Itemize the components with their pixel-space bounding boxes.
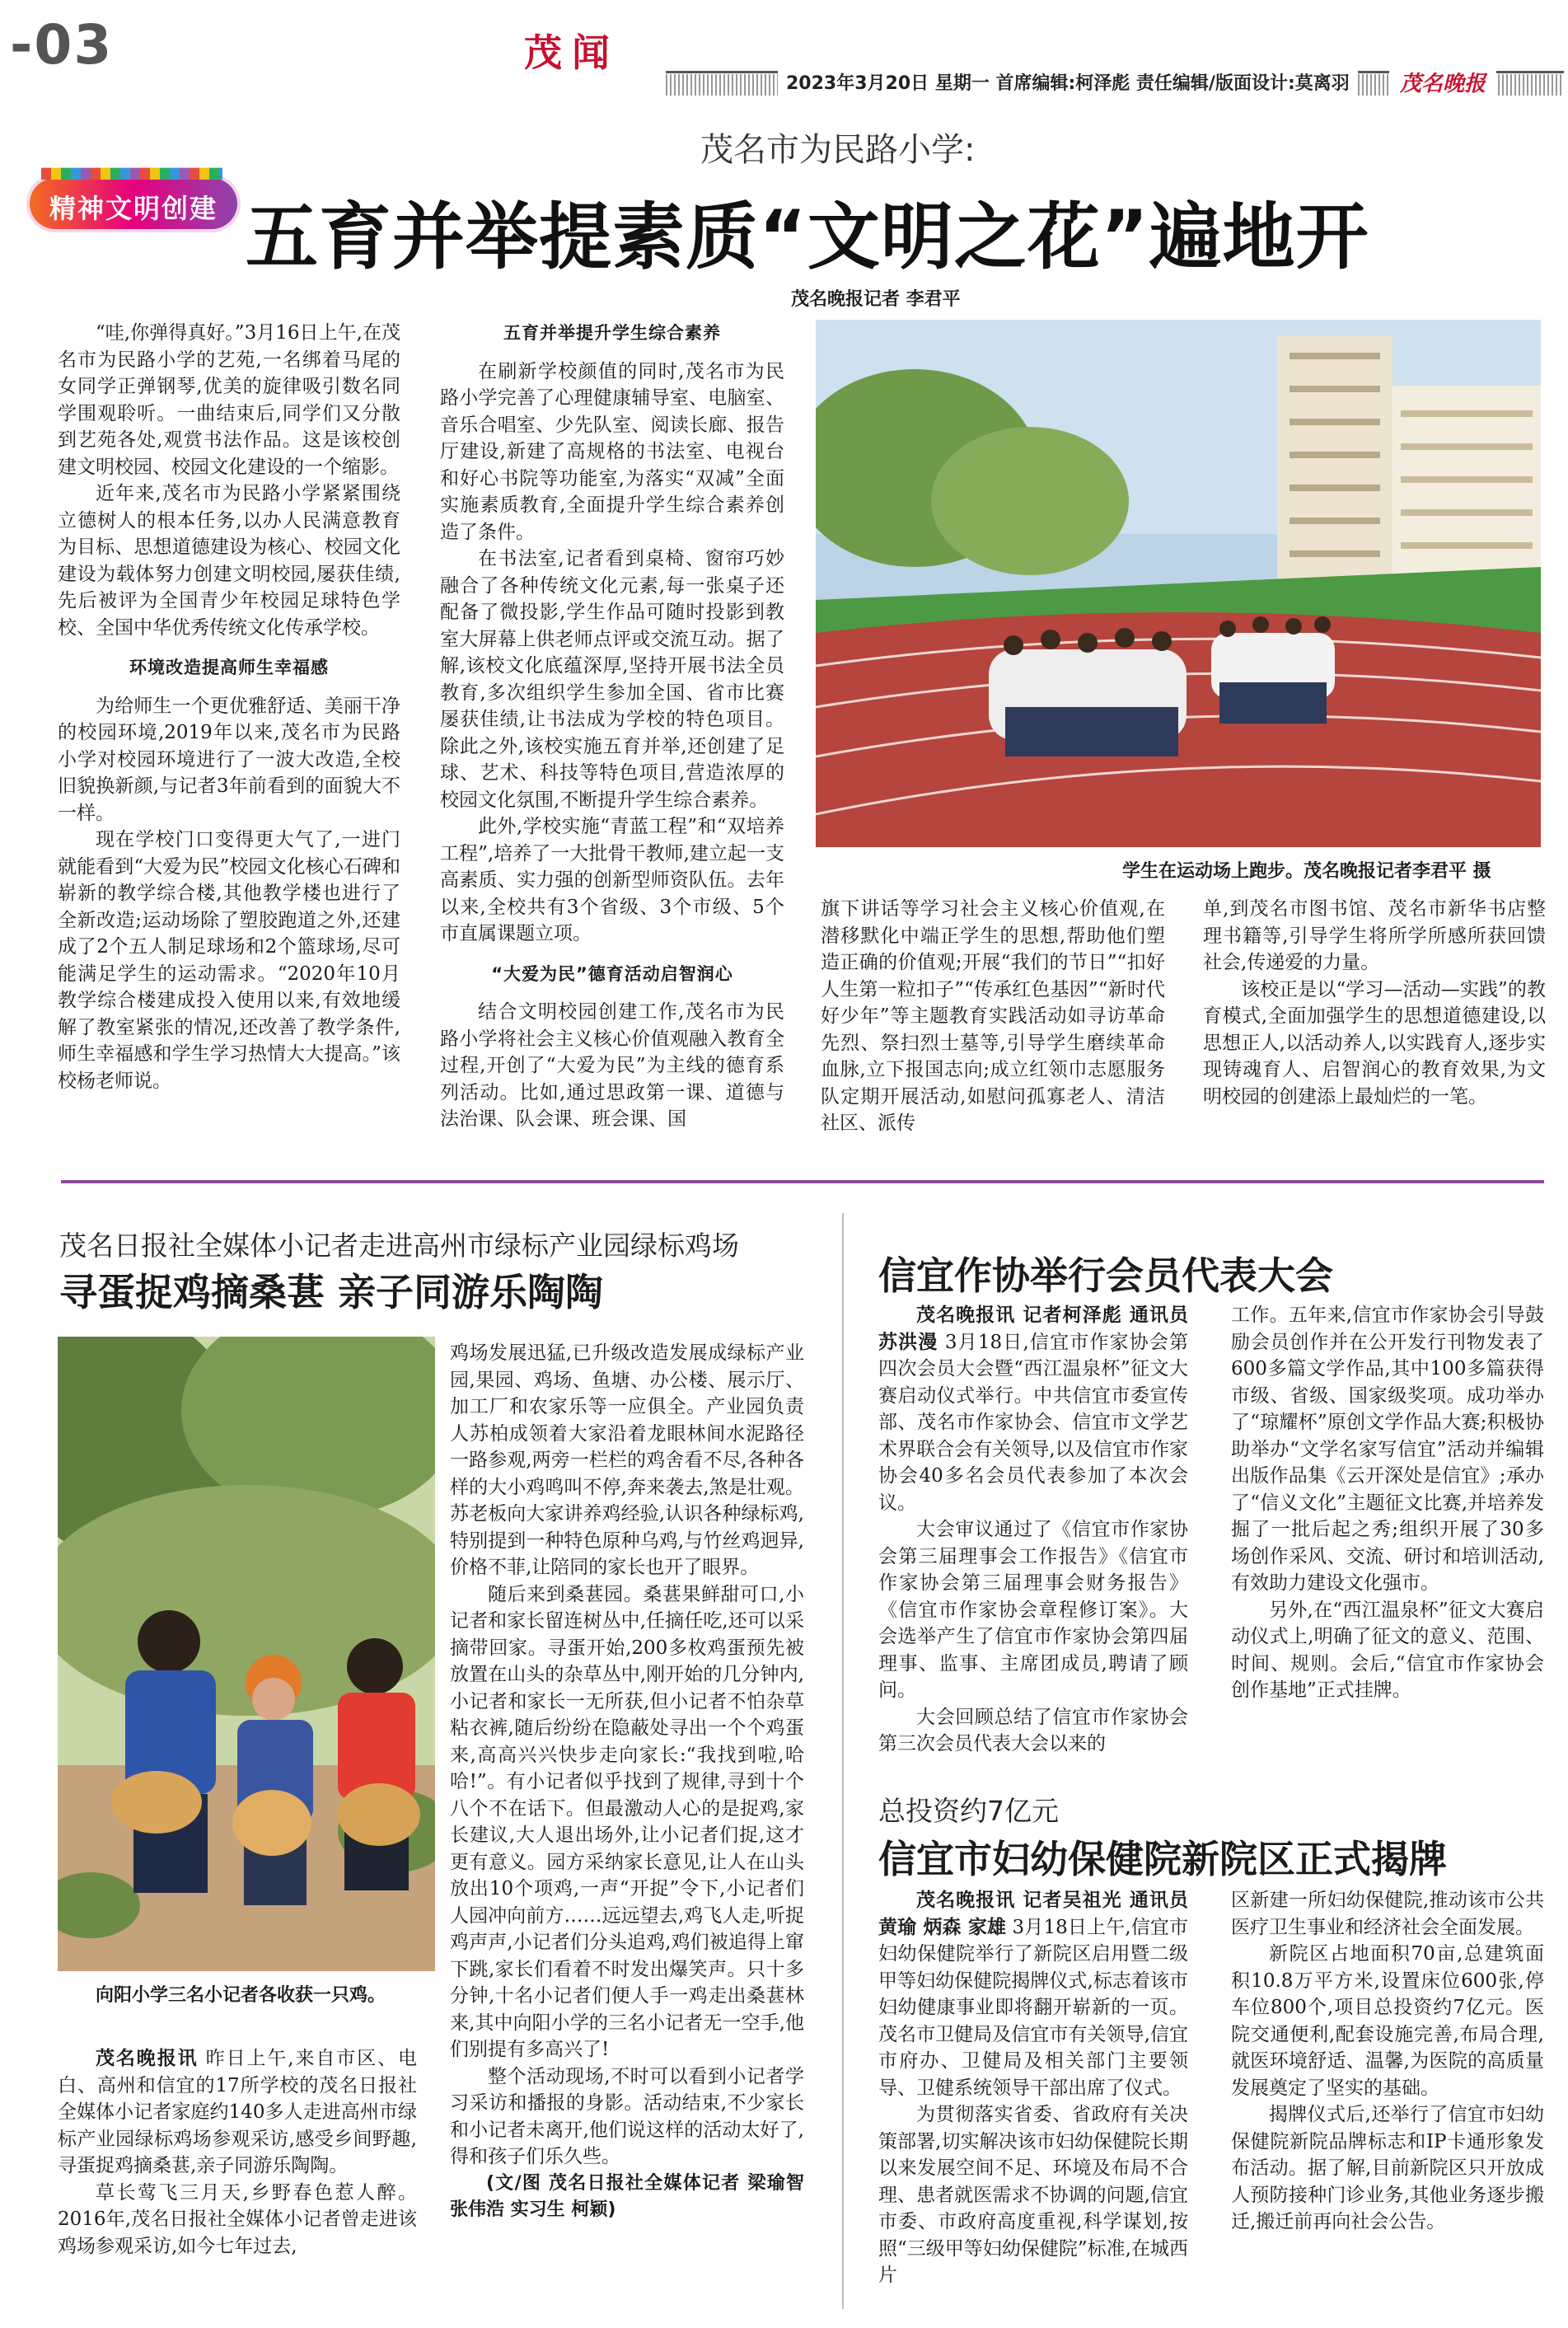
page-number-dash: - (10, 13, 35, 77)
paragraph: 区新建一所妇幼保健院,推动该市公共医疗卫生事业和经济社会全面发展。 (1231, 1890, 1544, 1938)
paragraph: 此外,学校实施“青蓝工程”和“双培养工程”,培养了一大批骨干教师,建立起一支高素质、实力强的创新型师资队伍。去年以来,全校共有3个省级、3个市级、5个市直属课题立项。 (440, 816, 784, 944)
a4-title: 信宜市妇幼保健院新院区正式揭牌 (878, 1837, 1447, 1881)
paragraph: 该校正是以“学习—活动—实践”的教育模式,全面加强学生的思想道德建设,以思想正人,以活动养人,以实践育人,逐步实现铸魂育人、启智润心的教育效果,为文明校园的创建添上最灿烂的一笔。 (1203, 978, 1546, 1108)
paragraph: 在书法室,记者看到桌椅、窗帘巧妙融合了各种传统文化元素,每一张桌子还配备了微投影,学生作品可随时投影到教室大屏幕上供老师点评或交流互动。据了解,该校文化底蕴深厚,坚持开展书法全员教育,多次组织学生参加全国、省市比赛屡获佳绩,让书法成为学校的特色项目。除此之外,该校实施五育并举,还创建了足球、艺术、科技等特色项目,营造浓厚的校园文化氛围,不断提升学生综合素养。 (440, 548, 784, 811)
paragraph: 随后来到桑葚园。桑葚果鲜甜可口,小记者和家长留连树丛中,任摘任吃,还可以采摘带回家。寻蛋开始,200多枚鸡蛋预先被放置在山头的杂草丛中,刚开始的几分钟内,小记者和家长一无所获,但小记者不怕杂草粘衣裤,随后纷纷在隐蔽处寻出一个个鸡蛋来,高高兴兴快步走向家长:“我找到啦,哈哈!”。有小记者似乎找到了规律,寻到十个八个不在话下。但最激动人心的是捉鸡,家长建议,大人退出场外,让小记者们捉,这才更有意义。园方采纳家长意见,让人在山头放出10个项鸡,一声“开捉”令下,小记者们人园冲向前方……远远望去,鸡飞人走,听捉鸡声声,小记者们分头追鸡,鸡们被追得上窜下跳,家长们看着不时发出爆笑声。只十多分钟,十名小记者们便人手一鸡走出桑葚林来,其中向阳小学的三名小记者无一空手,他们别提有多高兴了! (450, 1583, 804, 2060)
a3-lead (878, 1302, 1188, 1516)
a3-lead-text: 3月18日,信宜市作家协会第四次会员大会暨“西江温泉杯”征文大赛启动仪式举行。中共信宜市委宣传部、茂名市作家协会、信宜市文学艺术界联合会有关领导,以及信宜市作家协会40多名会员代表参加了本次会议。 (878, 1331, 1188, 1514)
a1-photo-running-track (816, 320, 1541, 847)
paragraph: 在刷新学校颜值的同时,茂名市为民路小学完善了心理健康辅导室、电脑室、音乐合唱室、少先队室、阅读长廊、报告厅建设,新建了高规格的书法室、电视台和好心书院等功能室,为落实“双减”全面实施素质教育,全面提升学生综合素养创造了条件。 (440, 360, 784, 543)
a2-col1 (58, 2045, 417, 2260)
a4-kicker: 总投资约7亿元 (878, 1795, 1059, 1827)
a1-kicker: 茂名市为民路小学: (700, 131, 976, 169)
column-divider (842, 1213, 844, 2309)
paragraph: 揭牌仪式后,还举行了信宜市妇幼保健院新院品牌标志和IP卡通形象发布活动。据了解,目前新院区只开放成人预防接种门诊业务,其他业务逐步搬迁,搬迁前再向社会公告。 (1231, 2104, 1544, 2232)
brand-logo: 茂名晚报 (1389, 71, 1496, 97)
paragraph: 鸡场发展迅猛,已升级改造发展成绿标产业园,果园、鸡场、鱼塘、办公楼、展示厅、加工厂和农家乐等一应俱全。产业园负责人苏柏成领着大家沿着龙眼林间水泥路径一路参观,两旁一栏栏的鸡舍看不尽,各种各样的大小鸡鸣叫不停,奔来袭去,煞是壮观。苏老板向大家讲养鸡经验,认识各种绿标鸡,特别提到一种特色原种乌鸡,与竹丝鸡迥异,价格不菲,让陪同的家长也开了眼界。 (450, 1342, 804, 1578)
a1-byline: 茂名晚报记者 李君平 (791, 289, 961, 310)
a1-title: 五育并举提素质“文明之花”遍地开 (246, 194, 1369, 279)
paragraph: 新院区占地面积70亩,总建筑面积10.8万平方米,设置床位600张,停车位800个,项目总投资约7亿元。医院交通便利,配套设施完善,布局合理,就医环境舒适、温馨,为医院的高质量发展奠定了坚实的基础。 (1231, 1943, 1544, 2099)
a1-col4 (1203, 896, 1546, 1110)
a2-lead-agency: 茂名晚报讯 (96, 2048, 199, 2069)
a4-lead-agency: 茂名晚报讯 记者吴祖光 通讯员黄瑜 炳森 家雄 (878, 1890, 1188, 1938)
badge-pencils (41, 160, 222, 180)
a2-lead-text: 昨日上午,来自市区、电白、高州和信宜的17所学校的茂名日报社全媒体小记者家庭约140多人走进高州市绿标产业园绿标鸡场参观采访,感受乡间野趣,寻蛋捉鸡摘桑葚,亲子同游乐陶陶。 (58, 2048, 418, 2176)
a4-lead (878, 1887, 1188, 2101)
paragraph: 整个活动现场,不时可以看到小记者学习采访和播报的身影。活动结束,不少家长和小记者未离开,他们说这样的活动太好了,得和孩子们乐久些。 (450, 2065, 804, 2167)
a1-subhead-3: “大爱为民”德育活动启智润心 (491, 963, 733, 984)
paragraph: 大会审议通过了《信宜市作家协会第三届理事会工作报告》《信宜市作家协会第三届理事会财务报告》《信宜市作家协会章程修订案》。大会选举产生了信宜市作家协会第四届理事、监事、主席团成员,聘请了顾问。 (878, 1519, 1188, 1701)
page-number (10, 13, 113, 77)
a2-credit: (文/图 茂名日报社全媒体记者 梁瑜智 张伟浩 实习生 柯颖) (450, 2172, 804, 2220)
section-label: 茂闻 (524, 30, 620, 75)
badge (30, 178, 237, 229)
badge-text: 精神文明创建 (49, 193, 218, 224)
a2-col2 (450, 1340, 804, 2224)
paragraph: 大会回顾总结了信宜市作家协会第三次会员代表大会以来的 (878, 1706, 1188, 1754)
a3-col1 (878, 1302, 1188, 1758)
a1-photo-caption: 学生在运动场上跑步。茂名晚报记者李君平 摄 (1122, 861, 1491, 882)
a2-photo-caption: 向阳小学三名小记者各收获一只鸡。 (96, 1985, 386, 2006)
a4-col1 (878, 1887, 1188, 2289)
a3-title: 信宜作协举行会员代表大会 (878, 1253, 1333, 1298)
paragraph: 现在学校门口变得更大气了,一进门就能看到“大爱为民”校园文化核心石碑和崭新的教学综合楼,其他教学楼也进行了全新改造;运动场除了塑胶跑道之外,还建成了2个五人制足球场和2个篮球场,尽可能满足学生的运动需求。“2020年10月教学综合楼建成投入使用以来,有效地缓解了教室紧张的情况,还改善了教学条件,师生幸福感和学生学习热情大大提高。”该校杨老师说。 (58, 829, 400, 1092)
paragraph: 另外,在“西江温泉杯”征文大赛启动仪式上,明确了征文的意义、范围、时间、规则。会后,“信宜市作家协会创作基地”正式挂牌。 (1231, 1599, 1544, 1701)
paragraph: 为贯彻落实省委、省政府有关决策部署,切实解决该市妇幼保健院长期以来发展空间不足、环境及布局不合理、患者就医需求不协调的问题,信宜市委、市政府高度重视,科学谋划,按照“三级甲等妇幼保健院”标准,在城西片 (878, 2104, 1188, 2286)
a1-col1 (58, 320, 400, 1094)
paragraph: 为给师生一个更优雅舒适、美丽干净的校园环境,2019年以来,茂名市为民路小学对校园环境进行了一波大改造,全校旧貌换新颜,与记者3年前看到的面貌大不一样。 (58, 695, 400, 824)
a2-photo-kids-chickens (58, 1337, 435, 1971)
a3-col2 (1231, 1302, 1544, 1704)
a4-col2 (1231, 1887, 1544, 2236)
paragraph: 单,到茂名市图书馆、茂名市新华书店整理书籍等,引导学生将所学所感所获回馈社会,传递爱的力量。 (1203, 898, 1546, 973)
a4-lead-text: 3月18日上午,信宜市妇幼保健院举行了新院区启用暨二级甲等妇幼保健院揭牌仪式,标志着该市妇幼健康事业即将翻开崭新的一页。茂名市卫健局及信宜市有关领导,信宜市府办、卫健局及相关部门主要领导、卫健系统领导干部出席了仪式。 (878, 1916, 1188, 2099)
page-number-text: 03 (34, 13, 114, 77)
running-track-image (816, 320, 1541, 847)
a1-col3: 旗下讲话等学习社会主义核心价值观,在潜移默化中端正学生的思想,帮助他们塑造正确的价值观;开展“我们的节日”“扣好人生第一粒扣子”“传承红色基因”“新时代好少年”等主题教育实践活动如寻访革命先烈、祭扫烈士墓等,引导学生磨续革命血脉,立下报国志向;成立红领巾志愿服务队定期开展活动,如慰问孤寡老人、清洁社区、派传 (821, 898, 1165, 1134)
a2-title: 寻蛋捉鸡摘桑葚 亲子同游乐陶陶 (59, 1270, 604, 1314)
a2-lead (58, 2045, 417, 2180)
a2-kicker: 茂名日报社全媒体小记者走进高州市绿标产业园绿标鸡场 (59, 1230, 739, 1262)
a3-lead-agency: 茂名晚报讯 记者柯泽彪 通讯员苏洪漫 (878, 1305, 1188, 1353)
a1-col2 (440, 320, 784, 1133)
paragraph: 草长莺飞三月天,乡野春色惹人醉。2016年,茂名日报社全媒体小记者曾走进该鸡场参观采访,如今七年过去, (58, 2181, 417, 2257)
paragraph: “哇,你弹得真好。”3月16日上午,在茂名市为民路小学的艺苑,一名绑着马尾的女同学正弹钢琴,优美的旋律吸引数名同学围观聆听。一曲结束后,同学们又分散到艺苑各处,观赏书法作品。这是该校创建文明校园、校园文化建设的一个缩影。 (58, 322, 400, 478)
a1-subhead-1: 环境改造提高师生幸福感 (129, 658, 329, 677)
section-divider (61, 1180, 1544, 1183)
kids-chickens-image (58, 1337, 435, 1971)
paragraph: 结合文明校园创建工作,茂名市为民路小学将社会主义核心价值观融入教育全过程,开创了“大爱为民”为主线的德育系列活动。比如,通过思政第一课、道德与法治课、队会课、班会课、国 (440, 1001, 784, 1130)
header-info: 2023年3月20日 星期一 首席编辑:柯泽彪 责任编辑/版面设计:莫离羽 (778, 71, 1358, 97)
a1-subhead-2: 五育并举提升学生综合素养 (503, 323, 721, 343)
paragraph: 近年来,茂名市为民路小学紧紧围绕立德树人的根本任务,以办人民满意教育为目标、思想道德建设为核心、校园文化建设为载体努力创建文明校园,屡获佳绩,先后被评为全国青少年校园足球特色学校、全国中华优秀传统文化传承学校。 (58, 483, 400, 639)
paragraph: 工作。五年来,信宜市作家协会引导鼓励会员创作并在公开发行刊物发表了600多篇文学作品,其中100多篇获得市级、省级、国家级奖项。成功举办了“琼耀杯”原创文学作品大赛;积极协助举办“文学名家写信宜”活动并编辑出版作品集《云开深处是信宜》;承办了“信义文化”主题征文比赛,并培养发掘了一批后起之秀;组织开展了30多场创作采风、交流、研讨和培训活动,有效助力建设文化强市。 (1231, 1305, 1544, 1594)
